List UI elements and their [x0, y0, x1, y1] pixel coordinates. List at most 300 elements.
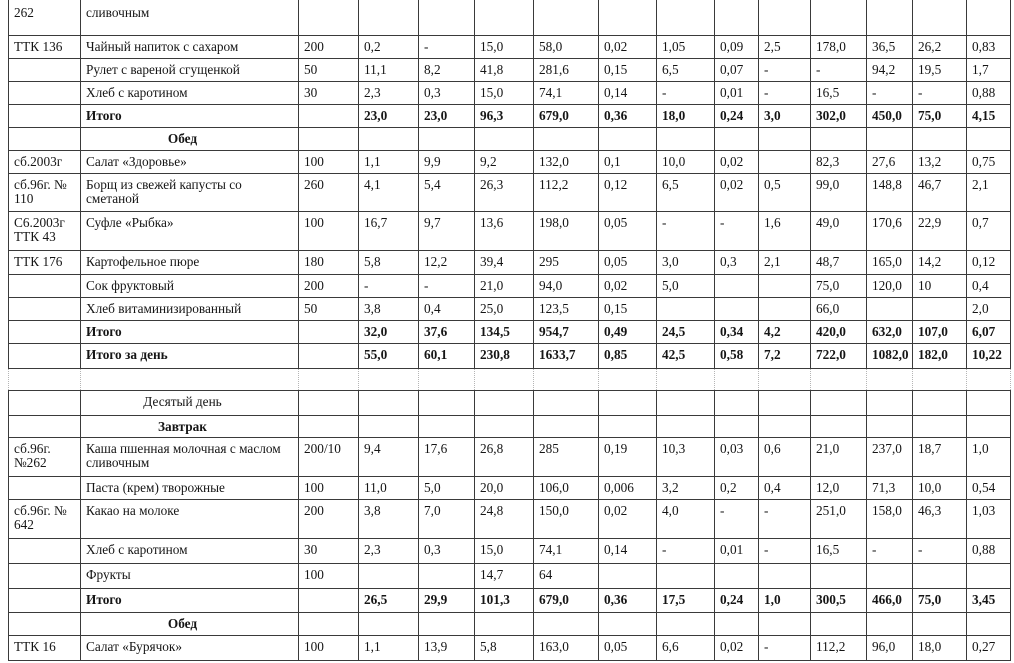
- recipe-code-cell: сб.2003г: [9, 150, 81, 173]
- portion-cell: 100: [299, 211, 359, 250]
- dish-name-cell: Итого: [81, 320, 299, 343]
- nutrient-value-cell: 120,0: [867, 274, 913, 297]
- nutrient-value-cell: 0,75: [967, 150, 1011, 173]
- nutrient-value-cell: 281,6: [534, 58, 599, 81]
- nutrient-value-cell: [811, 127, 867, 150]
- nutrient-value-cell: 632,0: [867, 320, 913, 343]
- portion-cell: 50: [299, 297, 359, 320]
- dish-name-cell: Суфле «Рыбка»: [81, 211, 299, 250]
- nutrient-value-cell: 2,3: [359, 538, 419, 563]
- nutrient-value-cell: 1,0: [759, 588, 811, 612]
- portion-cell: [299, 368, 359, 390]
- nutrient-value-cell: 20,0: [475, 476, 534, 499]
- nutrient-value-cell: [359, 127, 419, 150]
- nutrient-value-cell: 22,9: [913, 211, 967, 250]
- recipe-code-cell: [9, 390, 81, 415]
- nutrient-value-cell: [913, 390, 967, 415]
- nutrient-value-cell: [359, 563, 419, 588]
- nutrient-value-cell: 10,22: [967, 343, 1011, 368]
- nutrient-value-cell: [759, 274, 811, 297]
- recipe-code-cell: [9, 274, 81, 297]
- nutrient-value-cell: 2,1: [967, 173, 1011, 211]
- nutrient-value-cell: 9,4: [359, 437, 419, 476]
- nutrient-value-cell: [811, 563, 867, 588]
- recipe-code-cell: сб.96г. № 110: [9, 173, 81, 211]
- nutrient-value-cell: 8,2: [419, 58, 475, 81]
- nutrient-value-cell: [599, 390, 657, 415]
- nutrient-value-cell: 82,3: [811, 150, 867, 173]
- nutrient-value-cell: 0,05: [599, 250, 657, 274]
- nutrient-value-cell: 1,05: [657, 35, 715, 58]
- nutrient-value-cell: 17,5: [657, 588, 715, 612]
- nutrient-value-cell: 237,0: [867, 437, 913, 476]
- recipe-code-cell: [9, 538, 81, 563]
- nutrient-value-cell: -: [913, 538, 967, 563]
- nutrient-value-cell: [475, 390, 534, 415]
- nutrient-value-cell: 9,7: [419, 211, 475, 250]
- portion-cell: 200/10: [299, 437, 359, 476]
- nutrient-value-cell: [715, 297, 759, 320]
- nutrient-value-cell: [913, 415, 967, 437]
- nutrient-value-cell: 29,9: [419, 588, 475, 612]
- nutrient-value-cell: 3,2: [657, 476, 715, 499]
- nutrient-value-cell: 27,6: [867, 150, 913, 173]
- nutrient-value-cell: [759, 612, 811, 635]
- nutrient-value-cell: 101,3: [475, 588, 534, 612]
- nutrient-value-cell: 2,5: [759, 35, 811, 58]
- recipe-code-cell: сб.96г. № 642: [9, 499, 81, 538]
- nutrient-value-cell: 0,49: [599, 320, 657, 343]
- recipe-code-cell: [9, 476, 81, 499]
- nutrient-value-cell: 0,4: [419, 297, 475, 320]
- nutrient-value-cell: 26,5: [359, 588, 419, 612]
- nutrient-value-cell: [599, 612, 657, 635]
- table-row: [9, 437, 1011, 476]
- nutrient-value-cell: 0,4: [967, 274, 1011, 297]
- nutrient-value-cell: 10,0: [913, 476, 967, 499]
- nutrient-value-cell: [867, 612, 913, 635]
- nutrient-value-cell: 46,3: [913, 499, 967, 538]
- portion-cell: [299, 127, 359, 150]
- portion-cell: [299, 415, 359, 437]
- nutrient-value-cell: 5,0: [419, 476, 475, 499]
- nutrient-value-cell: 722,0: [811, 343, 867, 368]
- nutrient-value-cell: 0,07: [715, 58, 759, 81]
- recipe-code-cell: [9, 612, 81, 635]
- nutrient-value-cell: 112,2: [811, 635, 867, 660]
- portion-cell: [299, 320, 359, 343]
- nutrient-value-cell: 1,7: [967, 58, 1011, 81]
- nutrient-value-cell: 182,0: [913, 343, 967, 368]
- dish-name-cell: Хлеб с каротином: [81, 81, 299, 104]
- total-row: [9, 320, 1011, 343]
- section-title: Завтрак: [81, 415, 299, 437]
- nutrient-value-cell: [534, 0, 599, 35]
- portion-cell: [299, 390, 359, 415]
- nutrient-value-cell: [867, 297, 913, 320]
- table-row: [9, 58, 1011, 81]
- nutrient-value-cell: -: [419, 274, 475, 297]
- nutrient-value-cell: 21,0: [475, 274, 534, 297]
- nutrient-value-cell: 0,02: [715, 173, 759, 211]
- nutrient-value-cell: 26,2: [913, 35, 967, 58]
- nutrient-value-cell: [359, 390, 419, 415]
- nutrient-value-cell: [759, 390, 811, 415]
- nutrient-value-cell: 23,0: [359, 104, 419, 127]
- nutrient-value-cell: 0,02: [715, 635, 759, 660]
- nutrient-value-cell: 18,0: [657, 104, 715, 127]
- nutrient-value-cell: [657, 612, 715, 635]
- nutrient-value-cell: 450,0: [867, 104, 913, 127]
- nutrient-value-cell: 0,1: [599, 150, 657, 173]
- nutrient-value-cell: 75,0: [913, 104, 967, 127]
- dish-name-cell: Итого: [81, 104, 299, 127]
- nutrient-value-cell: [475, 612, 534, 635]
- table-row: [9, 35, 1011, 58]
- nutrient-value-cell: 19,5: [913, 58, 967, 81]
- nutrient-value-cell: [759, 127, 811, 150]
- portion-cell: 260: [299, 173, 359, 211]
- nutrient-value-cell: [967, 612, 1011, 635]
- nutrient-value-cell: 0,01: [715, 81, 759, 104]
- spacer-row: [9, 368, 1011, 390]
- nutrient-value-cell: 3,0: [657, 250, 715, 274]
- nutrient-value-cell: 0,14: [599, 538, 657, 563]
- nutrient-value-cell: [657, 0, 715, 35]
- nutrient-value-cell: 0,02: [599, 274, 657, 297]
- dish-name-cell: Хлеб витаминизированный: [81, 297, 299, 320]
- nutrient-value-cell: [657, 127, 715, 150]
- nutrient-value-cell: 96,0: [867, 635, 913, 660]
- nutrient-value-cell: 6,6: [657, 635, 715, 660]
- recipe-code-cell: [9, 127, 81, 150]
- nutrient-value-cell: 0,54: [967, 476, 1011, 499]
- nutrient-value-cell: 0,14: [599, 81, 657, 104]
- nutrient-value-cell: 32,0: [359, 320, 419, 343]
- nutrient-value-cell: 75,0: [811, 274, 867, 297]
- nutrient-value-cell: [913, 0, 967, 35]
- nutrient-value-cell: [715, 127, 759, 150]
- section-title: Обед: [81, 612, 299, 635]
- nutrient-value-cell: 0,3: [419, 81, 475, 104]
- nutrient-value-cell: [599, 0, 657, 35]
- nutrient-value-cell: 4,0: [657, 499, 715, 538]
- section-title: Обед: [81, 127, 299, 150]
- dish-name-cell: Фрукты: [81, 563, 299, 588]
- nutrient-value-cell: 230,8: [475, 343, 534, 368]
- nutrient-value-cell: [359, 0, 419, 35]
- nutrient-value-cell: 2,1: [759, 250, 811, 274]
- nutrient-value-cell: [534, 390, 599, 415]
- nutrient-value-cell: 2,0: [967, 297, 1011, 320]
- nutrient-value-cell: 0,83: [967, 35, 1011, 58]
- total-row: [9, 343, 1011, 368]
- nutrient-value-cell: [967, 390, 1011, 415]
- table-row: [9, 538, 1011, 563]
- nutrient-value-cell: [475, 415, 534, 437]
- nutrient-value-cell: [419, 0, 475, 35]
- nutrient-value-cell: 64: [534, 563, 599, 588]
- portion-cell: [299, 588, 359, 612]
- nutrient-value-cell: 0,2: [359, 35, 419, 58]
- nutrient-value-cell: 15,0: [475, 538, 534, 563]
- table-row: [9, 476, 1011, 499]
- nutrient-value-cell: 16,5: [811, 538, 867, 563]
- nutrient-value-cell: 42,5: [657, 343, 715, 368]
- nutrient-value-cell: 99,0: [811, 173, 867, 211]
- nutrient-value-cell: -: [715, 211, 759, 250]
- dish-name-cell: Какао на молоке: [81, 499, 299, 538]
- nutrient-value-cell: 7,0: [419, 499, 475, 538]
- nutrient-value-cell: 123,5: [534, 297, 599, 320]
- nutrient-value-cell: [715, 415, 759, 437]
- nutrient-value-cell: 0,36: [599, 588, 657, 612]
- total-row: [9, 588, 1011, 612]
- portion-cell: [299, 0, 359, 35]
- recipe-code-cell: сб.96г. №262: [9, 437, 81, 476]
- nutrient-value-cell: [867, 368, 913, 390]
- recipe-code-cell: [9, 588, 81, 612]
- portion-cell: 200: [299, 274, 359, 297]
- nutrient-value-cell: 10: [913, 274, 967, 297]
- nutrient-value-cell: 21,0: [811, 437, 867, 476]
- nutrient-value-cell: 60,1: [419, 343, 475, 368]
- nutrient-value-cell: [657, 415, 715, 437]
- section-heading-row: [9, 415, 1011, 437]
- nutrient-value-cell: 0,05: [599, 211, 657, 250]
- nutrient-value-cell: 5,0: [657, 274, 715, 297]
- nutrient-value-cell: -: [867, 538, 913, 563]
- dish-name-cell: Борщ из свежей капусты со сметаной: [81, 173, 299, 211]
- nutrient-value-cell: 5,8: [475, 635, 534, 660]
- nutrient-value-cell: [534, 415, 599, 437]
- portion-cell: [299, 343, 359, 368]
- nutrient-value-cell: [913, 563, 967, 588]
- nutrient-value-cell: 165,0: [867, 250, 913, 274]
- dish-name-cell: сливочным: [81, 0, 299, 35]
- nutrient-value-cell: 24,5: [657, 320, 715, 343]
- nutrient-value-cell: 0,24: [715, 588, 759, 612]
- nutrient-value-cell: 1,1: [359, 635, 419, 660]
- nutrient-value-cell: 18,0: [913, 635, 967, 660]
- nutrient-value-cell: 4,1: [359, 173, 419, 211]
- nutrient-value-cell: [967, 415, 1011, 437]
- nutrient-value-cell: 302,0: [811, 104, 867, 127]
- nutrient-value-cell: [419, 563, 475, 588]
- table-row: [9, 150, 1011, 173]
- nutrient-value-cell: [599, 368, 657, 390]
- nutrient-value-cell: 75,0: [913, 588, 967, 612]
- nutrient-value-cell: [715, 563, 759, 588]
- table-row: [9, 499, 1011, 538]
- nutrient-value-cell: 679,0: [534, 104, 599, 127]
- nutrient-value-cell: 23,0: [419, 104, 475, 127]
- dish-name-cell: Хлеб с каротином: [81, 538, 299, 563]
- nutrient-value-cell: 679,0: [534, 588, 599, 612]
- section-heading-row: [9, 127, 1011, 150]
- nutrient-value-cell: 25,0: [475, 297, 534, 320]
- nutrient-value-cell: [913, 127, 967, 150]
- nutrient-value-cell: 36,5: [867, 35, 913, 58]
- total-row: [9, 104, 1011, 127]
- nutrient-value-cell: [811, 0, 867, 35]
- nutrient-value-cell: [913, 368, 967, 390]
- nutrient-value-cell: 150,0: [534, 499, 599, 538]
- nutrient-value-cell: 74,1: [534, 81, 599, 104]
- nutrient-value-cell: 0,12: [967, 250, 1011, 274]
- table-row: [9, 297, 1011, 320]
- nutrient-value-cell: [759, 0, 811, 35]
- recipe-code-cell: [9, 58, 81, 81]
- nutrient-value-cell: 420,0: [811, 320, 867, 343]
- nutrient-value-cell: 0,2: [715, 476, 759, 499]
- recipe-code-cell: [9, 343, 81, 368]
- dish-name-cell: Паста (крем) творожные: [81, 476, 299, 499]
- nutrient-value-cell: 132,0: [534, 150, 599, 173]
- dish-name-cell: Картофельное пюре: [81, 250, 299, 274]
- nutrient-value-cell: 3,8: [359, 499, 419, 538]
- nutrient-value-cell: 48,7: [811, 250, 867, 274]
- nutrient-value-cell: 12,0: [811, 476, 867, 499]
- nutrient-value-cell: 107,0: [913, 320, 967, 343]
- nutrient-value-cell: [657, 390, 715, 415]
- nutrient-value-cell: [867, 127, 913, 150]
- nutrient-value-cell: 1,1: [359, 150, 419, 173]
- portion-cell: 50: [299, 58, 359, 81]
- nutrient-value-cell: [419, 612, 475, 635]
- nutrient-value-cell: -: [419, 35, 475, 58]
- nutrient-value-cell: 3,45: [967, 588, 1011, 612]
- nutrient-value-cell: [534, 127, 599, 150]
- nutrient-value-cell: 12,2: [419, 250, 475, 274]
- recipe-code-cell: ТТК 176: [9, 250, 81, 274]
- recipe-code-cell: [9, 368, 81, 390]
- portion-cell: 200: [299, 35, 359, 58]
- nutrient-value-cell: 0,02: [599, 35, 657, 58]
- portion-cell: 180: [299, 250, 359, 274]
- nutrient-value-cell: 66,0: [811, 297, 867, 320]
- portion-cell: 100: [299, 563, 359, 588]
- nutrient-value-cell: 6,5: [657, 173, 715, 211]
- table-row: [9, 173, 1011, 211]
- nutrient-value-cell: [867, 563, 913, 588]
- nutrient-value-cell: -: [657, 81, 715, 104]
- recipe-code-cell: ТТК 16: [9, 635, 81, 660]
- nutrient-value-cell: [759, 150, 811, 173]
- nutrient-value-cell: 10,3: [657, 437, 715, 476]
- nutrient-value-cell: -: [657, 211, 715, 250]
- nutrient-value-cell: 6,07: [967, 320, 1011, 343]
- nutrient-value-cell: 3,8: [359, 297, 419, 320]
- nutrient-value-cell: 46,7: [913, 173, 967, 211]
- nutrient-value-cell: 0,09: [715, 35, 759, 58]
- recipe-code-cell: 262: [9, 0, 81, 35]
- nutrient-value-cell: -: [759, 58, 811, 81]
- nutrient-value-cell: 0,3: [419, 538, 475, 563]
- recipe-code-cell: С6.2003г ТТК 43: [9, 211, 81, 250]
- nutrient-value-cell: 0,05: [599, 635, 657, 660]
- nutrient-value-cell: 1,6: [759, 211, 811, 250]
- nutrient-value-cell: 4,2: [759, 320, 811, 343]
- nutrient-value-cell: 295: [534, 250, 599, 274]
- nutrient-value-cell: -: [913, 81, 967, 104]
- nutrient-value-cell: [715, 274, 759, 297]
- nutrient-value-cell: 0,88: [967, 538, 1011, 563]
- nutrient-value-cell: 0,34: [715, 320, 759, 343]
- nutrient-value-cell: 24,8: [475, 499, 534, 538]
- nutrient-value-cell: [913, 297, 967, 320]
- nutrient-value-cell: [657, 368, 715, 390]
- dish-name-cell: Каша пшенная молочная с маслом сливочным: [81, 437, 299, 476]
- recipe-code-cell: [9, 297, 81, 320]
- table-row: [9, 635, 1011, 660]
- nutrient-value-cell: 1633,7: [534, 343, 599, 368]
- nutrient-value-cell: [599, 127, 657, 150]
- nutrient-value-cell: [759, 368, 811, 390]
- nutrient-value-cell: 14,2: [913, 250, 967, 274]
- portion-cell: 100: [299, 476, 359, 499]
- nutrient-value-cell: 106,0: [534, 476, 599, 499]
- nutrient-value-cell: 0,36: [599, 104, 657, 127]
- nutrient-value-cell: 134,5: [475, 320, 534, 343]
- nutrient-value-cell: [359, 415, 419, 437]
- nutrient-value-cell: -: [759, 81, 811, 104]
- nutrient-value-cell: 0,4: [759, 476, 811, 499]
- table-body: [9, 0, 1011, 660]
- recipe-code-cell: ТТК 136: [9, 35, 81, 58]
- nutrient-value-cell: [534, 368, 599, 390]
- nutrient-value-cell: 198,0: [534, 211, 599, 250]
- nutrient-value-cell: 0,58: [715, 343, 759, 368]
- nutrient-value-cell: [657, 297, 715, 320]
- nutrient-value-cell: 6,5: [657, 58, 715, 81]
- nutrient-value-cell: 58,0: [534, 35, 599, 58]
- table-row: [9, 250, 1011, 274]
- nutrient-value-cell: [715, 0, 759, 35]
- nutrient-value-cell: 1,03: [967, 499, 1011, 538]
- section-heading-row: [9, 612, 1011, 635]
- nutrient-value-cell: 251,0: [811, 499, 867, 538]
- nutrient-value-cell: 0,02: [715, 150, 759, 173]
- nutrient-value-cell: 16,7: [359, 211, 419, 250]
- nutrient-value-cell: [867, 390, 913, 415]
- nutrient-value-cell: [759, 415, 811, 437]
- portion-cell: 200: [299, 499, 359, 538]
- portion-cell: [299, 612, 359, 635]
- nutrient-value-cell: 37,6: [419, 320, 475, 343]
- nutrient-value-cell: 0,12: [599, 173, 657, 211]
- nutrient-value-cell: 7,2: [759, 343, 811, 368]
- nutrient-value-cell: 0,7: [967, 211, 1011, 250]
- dish-name-cell: [81, 368, 299, 390]
- dish-name-cell: Итого: [81, 588, 299, 612]
- nutrition-table: [8, 0, 1011, 661]
- nutrient-value-cell: [715, 368, 759, 390]
- nutrient-value-cell: [759, 563, 811, 588]
- dish-name-cell: Чайный напиток с сахаром: [81, 35, 299, 58]
- nutrient-value-cell: 10,0: [657, 150, 715, 173]
- nutrient-value-cell: [867, 0, 913, 35]
- nutrient-value-cell: [967, 0, 1011, 35]
- nutrient-value-cell: [599, 415, 657, 437]
- nutrient-value-cell: 1,0: [967, 437, 1011, 476]
- nutrient-value-cell: 5,4: [419, 173, 475, 211]
- recipe-code-cell: [9, 104, 81, 127]
- nutrient-value-cell: 55,0: [359, 343, 419, 368]
- nutrient-value-cell: 13,9: [419, 635, 475, 660]
- nutrient-value-cell: [867, 415, 913, 437]
- nutrient-value-cell: 0,5: [759, 173, 811, 211]
